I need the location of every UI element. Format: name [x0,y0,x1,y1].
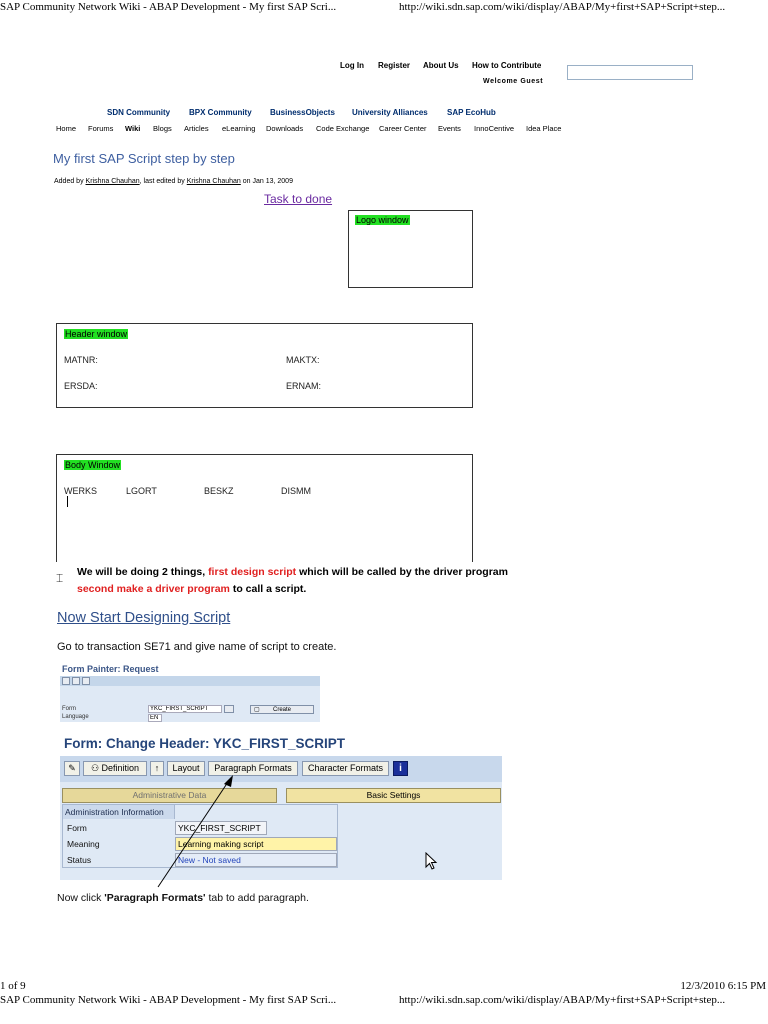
edit-icon[interactable] [72,677,80,685]
final-instruction-bold: 'Paragraph Formats' [104,892,206,904]
logo-window-box [348,210,473,288]
new-doc-icon[interactable] [62,677,70,685]
nav-career-center[interactable]: Career Center [379,124,427,133]
mouse-pointer-icon [425,852,439,870]
language-input[interactable]: EN [148,714,162,722]
paragraph-formats-button[interactable]: Paragraph Formats [208,761,298,776]
section-heading: Now Start Designing Script [57,610,231,626]
added-by-suffix: on Jan 13, 2009 [240,178,293,185]
author-link[interactable]: Krishna Chauhan [85,178,140,185]
nav-idea-place[interactable]: Idea Place [526,124,562,133]
added-by-prefix: Added by [54,178,86,185]
body-window-box [56,454,473,562]
language-label: Language [62,714,89,720]
callout-text-5: to call a script. [229,583,307,595]
field-ersda: ERSDA: [64,381,98,391]
callout-first-design: first design script [208,566,297,578]
print-header-url: http://wiki.sdn.sap.com/wiki/display/ABAP/My+first+SAP+Script+step... [399,1,726,13]
nav-downloads[interactable]: Downloads [266,124,304,133]
instruction-text: Go to transaction SE71 and give name of script to create. [57,641,337,653]
body-window-label: Body Window [65,460,121,470]
form-painter-screenshot [60,664,320,722]
page-title: My first SAP Script step by step [53,151,235,166]
text-cursor-icon [67,496,68,507]
register-link[interactable]: Register [378,61,411,70]
final-instruction-suffix: tab to add paragraph. [205,892,309,904]
create-button[interactable] [250,705,314,714]
pen-icon[interactable]: ✎ [64,761,80,776]
field-lgort: LGORT [126,486,157,496]
nav-forums[interactable]: Forums [88,124,114,133]
status-row-label: Status [67,855,92,865]
login-link[interactable]: Log In [340,61,364,70]
meaning-input[interactable]: Learning making script [175,837,337,851]
page-number: 1 of 9 [0,980,26,992]
search-input[interactable] [567,65,693,80]
create-icon: ▢ [254,707,260,713]
field-ernam: ERNAM: [286,381,322,391]
nav-articles[interactable]: Articles [184,124,209,133]
community-bpx[interactable]: BPX Community [189,108,252,117]
admin-info-title: Administration Information [63,805,175,819]
meaning-row-label: Meaning [67,839,100,849]
editor-link[interactable]: Krishna Chauhan [186,178,241,185]
final-instruction-prefix: Now click [57,892,105,904]
print-footer-title: SAP Community Network Wiki - ABAP Development - My first SAP Scri... [0,994,337,1006]
display-icon[interactable] [82,677,90,685]
header-window-box [56,323,473,408]
community-sap-ecohub[interactable]: SAP EcoHub [447,108,496,117]
lookup-icon[interactable] [224,705,234,713]
nav-home[interactable]: Home [56,124,77,133]
community-businessobjects[interactable]: BusinessObjects [270,108,335,117]
status-value: New - Not saved [175,853,337,867]
field-matnr: MATNR: [64,355,98,365]
field-beskz: BESKZ [204,486,234,496]
form-change-title: Form: Change Header: YKC_FIRST_SCRIPT [64,736,346,751]
form-row-label: Form [67,823,87,833]
layout-button[interactable]: Layout [167,761,205,776]
callout-text-3: which will be called by the driver program [296,566,508,578]
print-header-title: SAP Community Network Wiki - ABAP Development - My first SAP Scri... [0,1,337,13]
form-label: Form [62,706,76,712]
how-to-contribute-link[interactable]: How to Contribute [472,61,542,70]
up-arrow-icon[interactable]: ↑ [150,761,164,776]
i-beam-cursor-icon: ⌶ [56,571,64,585]
definition-label: Definition [101,763,140,773]
welcome-text: Welcome Guest [483,78,544,85]
annotation-arrow-icon [150,772,250,892]
form-painter-toolbar [60,676,320,686]
added-by-line [54,178,293,185]
field-dismm: DISMM [281,486,311,496]
display-change-icon: ⚇ [90,763,102,773]
nav-blogs[interactable]: Blogs [153,124,172,133]
field-werks: WERKS [64,486,98,496]
field-maktx: MAKTX: [286,355,320,365]
character-formats-button[interactable]: Character Formats [302,761,389,776]
header-window-label: Header window [65,329,128,339]
callout-line-2 [77,583,306,595]
info-icon[interactable]: i [393,761,408,776]
nav-elearning[interactable]: eLearning [222,124,256,133]
form-painter-body [60,686,320,722]
form-name-input[interactable]: YKC_FIRST_SCRIPT [148,705,222,713]
task-to-done-link[interactable]: Task to done [264,192,333,206]
tab-administrative-data[interactable]: Administrative Data [62,788,277,803]
form-change-toolbar [60,756,502,782]
callout-driver-program: second make a driver program [77,583,230,595]
logo-window-label: Logo window [356,215,409,225]
tab-basic-settings[interactable]: Basic Settings [286,788,501,803]
nav-code-exchange[interactable]: Code Exchange [316,124,370,133]
community-sdn[interactable]: SDN Community [107,108,171,117]
nav-events[interactable]: Events [438,124,461,133]
callout-text-1: We will be doing 2 things, [77,566,209,578]
create-button-label: Create [272,707,291,713]
print-footer-url: http://wiki.sdn.sap.com/wiki/display/ABAP/My+first+SAP+Script+step... [399,994,726,1006]
nav-innocentive[interactable]: InnoCentive [474,124,515,133]
form-row-value: YKC_FIRST_SCRIPT [175,821,267,835]
print-datetime: 12/3/2010 6:15 PM [680,980,766,992]
nav-wiki[interactable]: Wiki [125,124,141,133]
community-university-alliances[interactable]: University Alliances [352,108,428,117]
about-us-link[interactable]: About Us [423,61,459,70]
added-by-middle: , last edited by [139,178,187,185]
definition-button[interactable] [83,761,147,776]
callout-line-1 [77,566,508,578]
form-change-body [60,782,502,880]
form-painter-title: Form Painter: Request [62,664,159,674]
final-instruction [57,892,309,904]
